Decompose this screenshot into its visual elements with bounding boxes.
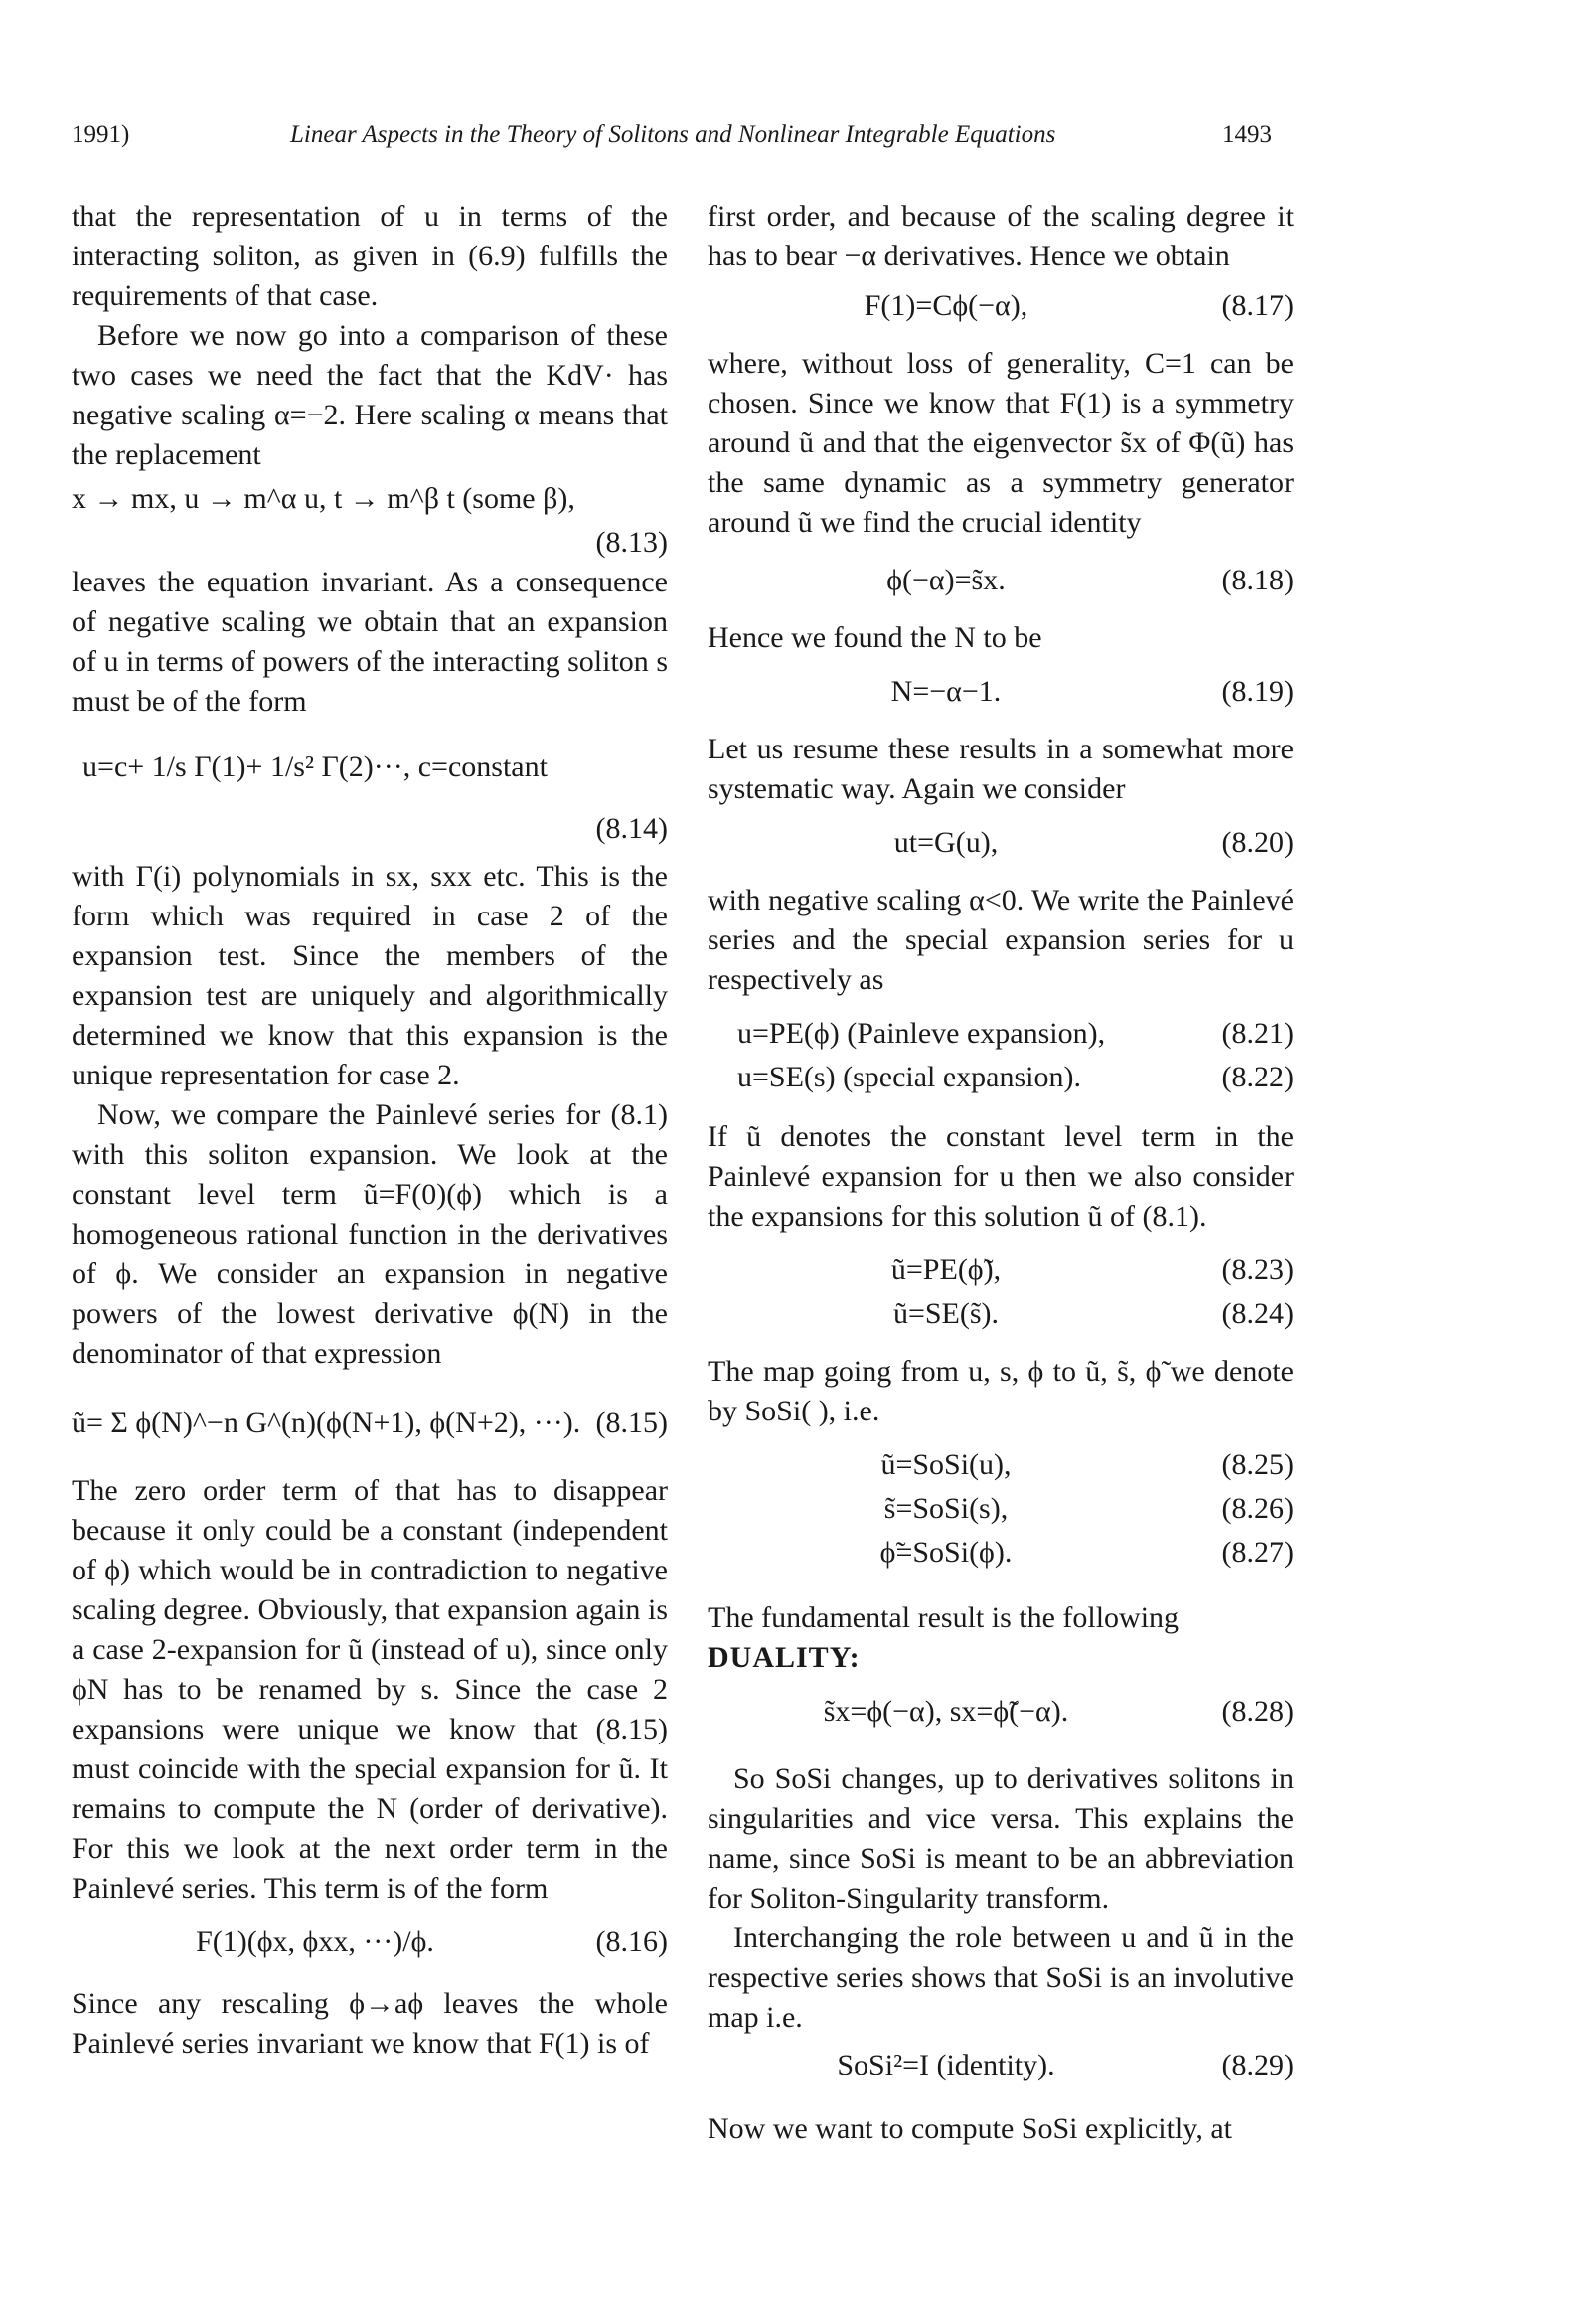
paragraph: Before we now go into a comparison of these two cases we need the fact that the KdV· has negative scaling α=−2. Here scaling α means that the replacement <box>72 319 668 471</box>
equation-8-15 <box>72 1378 668 1467</box>
header-year: 1991) <box>72 121 130 148</box>
equation-8-13 <box>72 479 668 559</box>
paragraph: leaves the equation invariant. As a consequence of negative scaling we obtain that an expansion of u in terms of powers of the interacting soliton s must be of the form <box>72 566 668 718</box>
equation-8-14 <box>72 736 668 853</box>
equation-number: (8.15) <box>595 1407 668 1439</box>
equation-8-29 <box>708 2046 1294 2105</box>
equation-8-20 <box>708 823 1294 877</box>
equation-number: (8.16) <box>595 1925 668 1958</box>
equation-8-28 <box>708 1692 1294 1755</box>
duality-heading: DUALITY: <box>708 1641 861 1674</box>
equation-body: F(1)=Cϕ(−α), <box>864 289 1028 322</box>
equation-8-21 <box>708 1014 1294 1054</box>
equation-body: ut=G(u), <box>893 826 999 859</box>
equation-8-26 <box>708 1489 1294 1529</box>
paragraph: The map going from u, s, ϕ to ũ, s̃, ϕ̃ we denote by SoSi( ), i.e. <box>708 1355 1294 1427</box>
paragraph: where, without loss of generality, C=1 can be chosen. Since we know that F(1) is a symmetry around ũ and that the eigenvector s̃x of Φ(ũ) has the same dynamic as a symmetry generator around ũ we find the crucial identity <box>708 347 1294 539</box>
paragraph: with Γ(i) polynomials in sx, sxx etc. This is the form which was required in case 2 of the expansion test. Since the members of the expansion test are uniquely and algorithmically determined we know that this expansion is the unique representation for case 2. <box>72 860 668 1091</box>
equation-body: ũ= Σ ϕ(N)^−n G^(n)(ϕ(N+1), ϕ(N+2), ···). <box>72 1407 581 1439</box>
equation-8-16 <box>72 1922 668 1980</box>
equation-number: (8.17) <box>1221 289 1294 322</box>
equation-number: (8.18) <box>1221 564 1294 596</box>
equation-body: ϕ(−α)=s̃x. <box>886 564 1006 596</box>
equation-number: (8.22) <box>1221 1061 1294 1093</box>
paragraph: first order, and because of the scaling degree it has to bear −α derivatives. Hence we obtain <box>708 200 1294 272</box>
equation-number: (8.26) <box>1221 1492 1294 1525</box>
right-column <box>708 197 1294 2149</box>
equation-body: u=c+ 1/s Γ(1)+ 1/s² Γ(2)···, c=constant <box>82 750 548 783</box>
equation-number: (8.28) <box>1221 1695 1294 1728</box>
equation-8-23 <box>708 1250 1294 1290</box>
paragraph: Since any rescaling ϕ→aϕ leaves the whole Painlevé series invariant we know that F(1) is of <box>72 1987 668 2060</box>
equation-number: (8.20) <box>1221 826 1294 859</box>
equation-8-25 <box>708 1445 1294 1485</box>
paragraph: with negative scaling α<0. We write the Painlevé series and the special expansion series for u respectively as <box>708 884 1294 996</box>
paragraph: that the representation of u in terms of the interacting soliton, as given in (6.9) fulfills the requirements of that case. <box>72 200 668 312</box>
equation-8-27 <box>708 1533 1294 1594</box>
equation-body: ϕ̃=SoSi(ϕ). <box>879 1536 1013 1569</box>
equation-body: u=PE(ϕ) (Painleve expansion), <box>737 1017 1106 1050</box>
equation-8-18 <box>708 561 1294 614</box>
paragraph: Now we want to compute SoSi explicitly, at <box>708 2112 1232 2145</box>
equation-number: (8.14) <box>595 812 668 845</box>
equation-number: (8.13) <box>595 526 668 559</box>
paragraph: The fundamental result is the following <box>708 1601 1180 1634</box>
equation-number: (8.24) <box>1221 1297 1294 1330</box>
equation-body: s̃=SoSi(s), <box>883 1492 1009 1525</box>
paragraph: The zero order term of that has to disappear because it only could be a constant (independent of ϕ) which would be in contradiction to negative scaling degree. Obviously, that expansion again is a case 2-expansion for ũ (instead of u), since only ϕN has to be renamed by s. Since the case 2 expansions were unique we know that (8.15) must coincide with the special expansion for ũ. It remains to compute the N (order of derivative). For this we look at the next order term in the Painlevé series. This term is of the form <box>72 1474 668 1905</box>
equation-number: (8.25) <box>1221 1448 1294 1481</box>
paragraph: So SoSi changes, up to derivatives solitons in singularities and vice versa. This explains the name, since SoSi is meant to be an abbreviation for Soliton-Singularity transform. <box>708 1762 1294 1914</box>
equation-body: u=SE(s) (special expansion). <box>737 1061 1081 1093</box>
paragraph: Now, we compare the Painlevé series for (8.1) with this soliton expansion. We look at the constant level term ũ=F(0)(ϕ) which is a homogeneous rational function in the derivatives of ϕ. We consider an expansion in negative powers of the lowest derivative ϕ(N) in the denominator of that expression <box>72 1098 668 1370</box>
paragraph: Hence we found the N to be <box>708 621 1042 654</box>
equation-number: (8.23) <box>1221 1253 1294 1286</box>
equation-body: ũ=PE(ϕ̃), <box>890 1253 1002 1286</box>
equation-body: ũ=SE(s̃). <box>892 1297 1000 1330</box>
equation-body: s̃x=ϕ(−α), sx=ϕ̃(−α). <box>823 1695 1069 1728</box>
left-column <box>72 197 668 2064</box>
equation-number: (8.29) <box>1221 2049 1294 2081</box>
equation-number: (8.21) <box>1221 1017 1294 1050</box>
page-number: 1493 <box>1222 121 1272 148</box>
equation-body: SoSi²=I (identity). <box>837 2049 1055 2081</box>
running-header <box>72 121 1314 161</box>
equation-number: (8.19) <box>1221 675 1294 708</box>
paragraph: If ũ denotes the constant level term in the Painlevé expansion for u then we also consider the expansions for this solution ũ of (8.1). <box>708 1120 1294 1233</box>
equation-8-24 <box>708 1294 1294 1348</box>
equation-8-17 <box>708 286 1294 340</box>
equation-body: N=−α−1. <box>890 675 1002 708</box>
paragraph: Let us resume these results in a somewhat more systematic way. Again we consider <box>708 733 1294 805</box>
paragraph: Interchanging the role between u and ũ in the respective series shows that SoSi is an involutive map i.e. <box>708 1921 1294 2034</box>
equation-number: (8.27) <box>1221 1536 1294 1569</box>
equation-8-19 <box>708 672 1294 726</box>
equation-8-22 <box>708 1058 1294 1113</box>
equation-body: x → mx, u → m^α u, t → m^β t (some β), <box>72 482 575 515</box>
running-title: Linear Aspects in the Theory of Solitons and Nonlinear Integrable Equations <box>290 121 1056 148</box>
equation-body: ũ=SoSi(u), <box>880 1448 1012 1481</box>
equation-body: F(1)(ϕx, ϕxx, ···)/ϕ. <box>196 1925 434 1958</box>
